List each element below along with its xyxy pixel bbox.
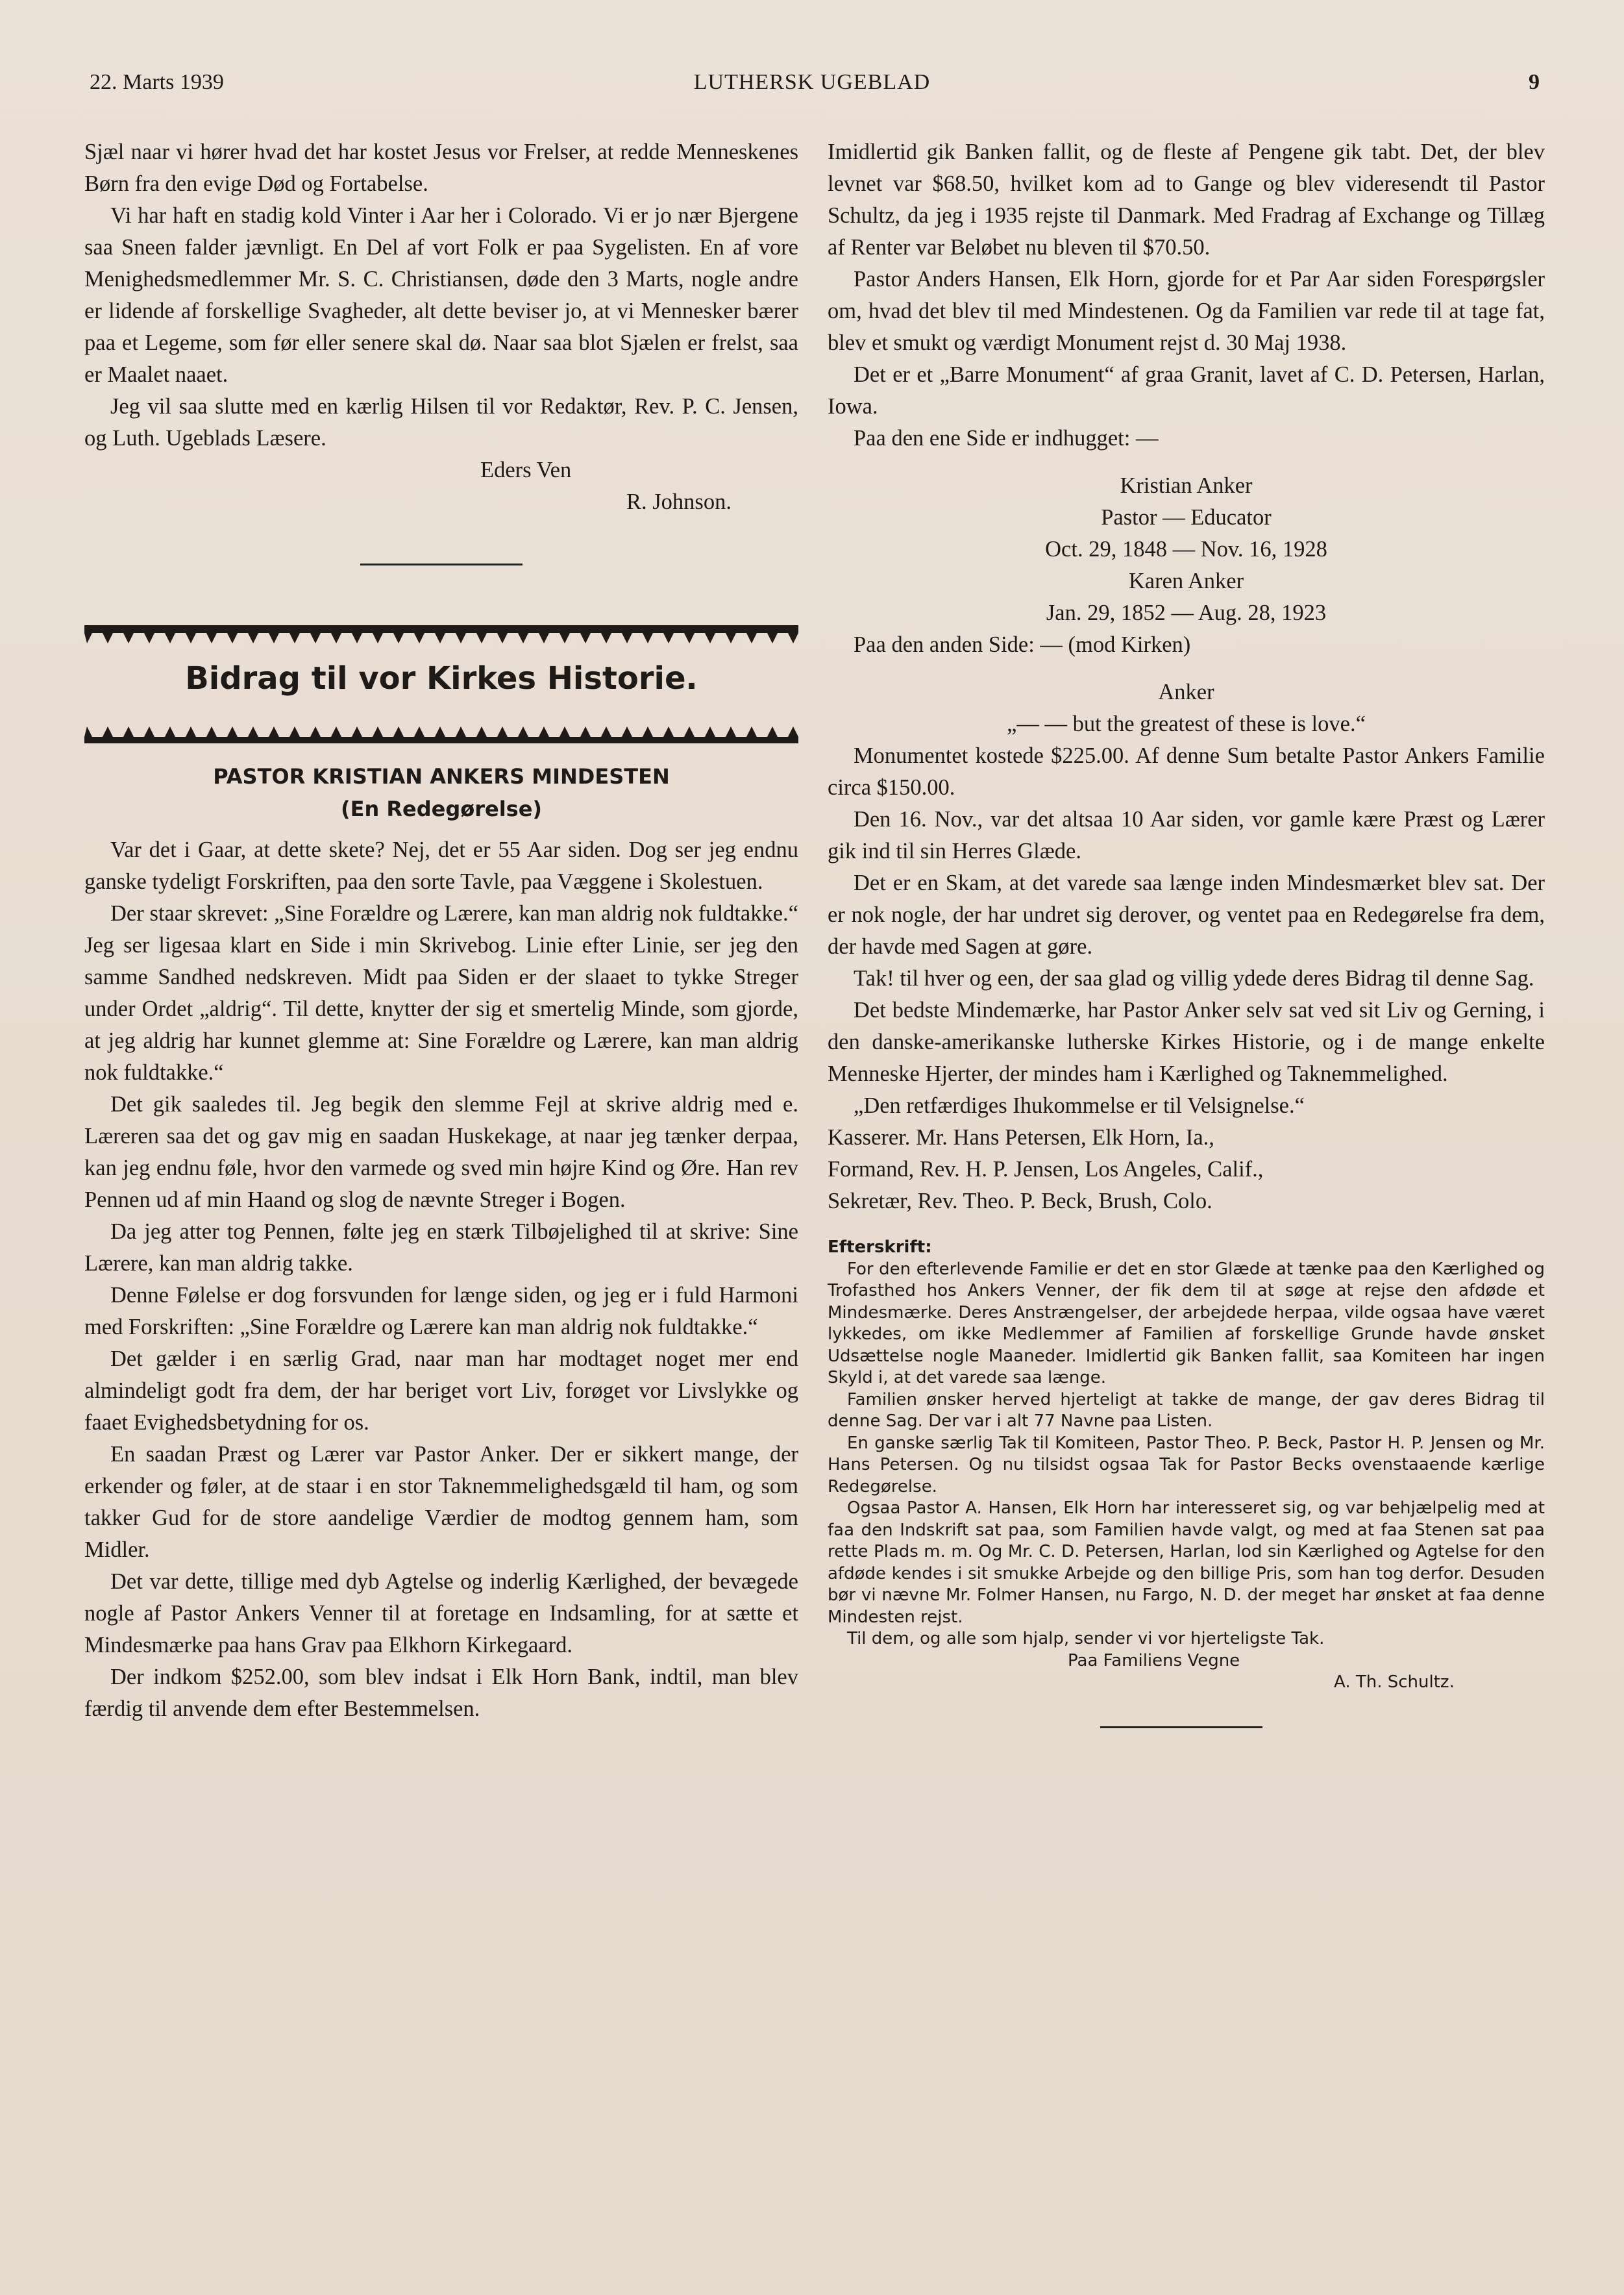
article-paragraph: Det er en Skam, at det varede saa længe inden Mindesmærket blev sat. Der er nok nogle, der har undret sig derover, og ventet paa en Redegørelse fra dem, der havde med Sagen at gøre. [828, 871, 1545, 959]
article-paragraph: Tak! til hver og een, der saa glad og villig ydede deres Bidrag til denne Sag. [854, 966, 1534, 991]
efterskrift-closing: Paa Familiens Vegne [1068, 1650, 1240, 1670]
article-paragraph: Det gælder i en særlig Grad, naar man har modtaget noget mer end almindeligt godt fra dem, der har beriget vort Liv, forøget vor Livslykke og faaet Evighedsbetydning for os. [84, 1346, 798, 1435]
letter-signature: R. Johnson. [626, 490, 732, 514]
committee-line: Kasserer. Mr. Hans Petersen, Elk Horn, Ia., [828, 1125, 1214, 1150]
committee-line: Sekretær, Rev. Theo. P. Beck, Brush, Colo. [828, 1189, 1212, 1213]
page-header [84, 70, 1540, 109]
article-paragraph: Denne Følelse er dog forsvunden for længe siden, og jeg er i fuld Harmoni med Forskriften: „Sine Forældre og Lærere kan man aldrig nok fuldtakke.“ [84, 1283, 798, 1339]
efterskrift-paragraph: For den efterlevende Familie er det en stor Glæde at tænke paa den Kærlighed og Trofasthed hos Ankers Venner, der fik dem til at søge at rejse den afdøde et Mindesmærke. Deres Anstrængelser, der arbejdede herpaa, vilde ogsaa have været lykkedes, om ikke Medlemmer af Familien af forskellige Grunde havde ønsket Udsættelse nogle Maaneder. Imidlertid gik Banken fallit, saa Komiteen har ingen Skyld i, at det varede saa længe. [828, 1259, 1545, 1387]
article-paragraph: Der indkom $252.00, som blev indsat i Elk Horn Bank, indtil, man blev færdig til anvende dem efter Bestemmelsen. [84, 1665, 798, 1721]
article-paragraph: Monumentet kostede $225.00. Af denne Sum betalte Pastor Ankers Familie circa $150.00. [828, 743, 1545, 800]
spacer [828, 661, 1545, 676]
article-paragraph: Pastor Anders Hansen, Elk Horn, gjorde for et Par Aar siden Forespørgsler om, hvad det blev til med Mindestenen. Og da Familien var rede til at tage fat, blev et smukt og værdigt Monument rejst d. 30 Maj 1938. [828, 267, 1545, 355]
inscription-role: Pastor — Educator [1101, 505, 1272, 530]
article-paragraph: Det er et „Barre Monument“ af graa Granit, lavet af C. D. Petersen, Harlan, Iowa. [828, 362, 1545, 419]
efterskrift-paragraph: En ganske særlig Tak til Komiteen, Pastor Theo. P. Beck, Pastor H. P. Jensen og Mr. Hans Petersen. Og nu tilsidst ogsaa Tak for Pastor Becks ovenstaaende kærlige Redegørelse. [828, 1433, 1545, 1496]
publication-title: LUTHERSK UGEBLAD [693, 70, 931, 94]
article-subtitle: (En Redegørelse) [340, 797, 543, 821]
section-banner-title: Bidrag til vor Kirkes Historie. [185, 660, 698, 697]
issue-date: 22. Marts 1939 [90, 70, 224, 94]
article-paragraph: Paa den ene Side er indhugget: — [854, 426, 1159, 451]
inscription-dates: Jan. 29, 1852 — Aug. 28, 1923 [1046, 601, 1327, 625]
inscription-quote: „— — but the greatest of these is love.“ [1007, 712, 1366, 736]
letter-closing: Eders Ven [480, 458, 572, 482]
article-paragraph: Det bedste Mindemærke, har Pastor Anker selv sat ved sit Liv og Gerning, i den danske-amerikanske lutherske Kirkes Historie, og i de mange enkelte Menneske Hjerter, der mindes ham i Kærlighed og Taknemmelighed. [828, 998, 1545, 1086]
article-paragraph: Der staar skrevet: „Sine Forældre og Lærere, kan man aldrig nok fuldtakke.“ Jeg ser ligesaa klart en Side i min Skrivebog. Linie efter Linie, ser jeg den samme Sandhed nedskreven. Midt paa Siden er der slaaet to tykke Streger under Ordet „aldrig“. Til dette, knytter der sig et smertelig Minde, som gjorde, at jeg aldrig har kunnet glemme at: Sine Forældre og Lærere, kan man aldrig nok fuldtakke.“ [84, 901, 798, 1085]
right-column [828, 136, 1545, 1728]
efterskrift-heading: Efterskrift: [828, 1237, 932, 1257]
efterskrift-paragraph: Ogsaa Pastor A. Hansen, Elk Horn har interesseret sig, og var behjælpelig med at faa den Indskrift sat paa, som Familien havde valgt, og med at faa Stenen sat paa rette Plads m. m. Og Mr. C. D. Petersen, Harlan, lod sin Kærlighed og Agtelse for den afdøde kendes i sit smukke Arbejde og den billige Pris, som han tog derfor. Desuden bør vi nævne Mr. Folmer Hansen, nu Fargo, N. D. der meget har ønsket at faa denne Mindesten rejst. [828, 1498, 1545, 1627]
page-number: 9 [1529, 70, 1540, 94]
efterskrift-signature: A. Th. Schultz. [1334, 1672, 1455, 1692]
letter-paragraph: Vi har haft en stadig kold Vinter i Aar her i Colorado. Vi er jo nær Bjergene saa Sneen falder jævnligt. En Del af vort Folk er paa Sygelisten. En af vore Menighedsmedlemmer Mr. S. C. Christiansen, døde den 3 Marts, nogle andre er lidende af forskellige Svagheder, alt dette beviser jo, at vi Mennesker bærer paa et Legeme, som før eller senere skal dø. Naar saa blot Sjælen er frelst, saa er Maalet naaet. [84, 203, 798, 387]
inscription-dates: Oct. 29, 1848 — Nov. 16, 1928 [1045, 537, 1327, 562]
article-paragraph: Da jeg atter tog Pennen, følte jeg en stærk Tilbøjelighed til at skrive: Sine Lærere, kan man aldrig takke. [84, 1219, 798, 1276]
divider-rule [1100, 1726, 1262, 1728]
article-paragraph: Den 16. Nov., var det altsaa 10 Aar siden, vor gamle kære Præst og Lærer gik ind til sin Herres Glæde. [828, 807, 1545, 863]
divider-rule [360, 564, 523, 565]
article-paragraph: En saadan Præst og Lærer var Pastor Anker. Der er sikkert mange, der erkender og føler, at de staar i en stor Taknemmelighedsgæld til ham, og som takker Gud for de store aandelige Værdier de modtog gennem ham, som Midler. [84, 1442, 798, 1562]
article-title: PASTOR KRISTIAN ANKERS MINDESTEN [213, 764, 670, 789]
banner-border-top [84, 624, 798, 650]
banner-border-bottom [84, 720, 798, 746]
committee-line: Formand, Rev. H. P. Jensen, Los Angeles, Calif., [828, 1157, 1264, 1182]
article-paragraph: Det gik saaledes til. Jeg begik den slemme Fejl at skrive aldrig med e. Læreren saa det og gav mig en saadan Huskekage, at naar jeg tænker derpaa, kan jeg endnu føle, hvor den varmede og sved min højre Kind og Øre. Han rev Pennen ud af min Haand og slog de nævnte Streger i Bogen. [84, 1092, 798, 1212]
efterskrift-paragraph: Til dem, og alle som hjalp, sender vi vor hjerteligste Tak. [847, 1629, 1325, 1648]
letter-paragraph: Jeg vil saa slutte med en kærlig Hilsen til vor Redaktør, Rev. P. C. Jensen, og Luth. Ugeblads Læsere. [84, 394, 798, 451]
letter-paragraph: Sjæl naar vi hører hvad det har kostet Jesus vor Frelser, at redde Menneskenes Børn fra den evige Død og Fortabelse. [84, 140, 798, 196]
inscription-name: Anker [1158, 680, 1214, 704]
article-paragraph: „Den retfærdiges Ihukommelse er til Velsignelse.“ [854, 1093, 1305, 1118]
inscription-name: Kristian Anker [1120, 473, 1253, 498]
article-paragraph: Imidlertid gik Banken fallit, og de fleste af Pengene gik tabt. Det, der blev levnet var $68.50, hvilket kom ad to Gange og blev videresendt til Pastor Schultz, da jeg i 1935 rejste til Danmark. Med Fradrag af Exchange og Tillæg af Renter var Beløbet nu bleven til $70.50. [828, 140, 1545, 260]
spacer [828, 454, 1545, 470]
inscription-name: Karen Anker [1128, 569, 1244, 593]
article-paragraph: Det var dette, tillige med dyb Agtelse og inderlig Kærlighed, der bevægede nogle af Pastor Ankers Venner til at foretage en Indsamling, for at sætte et Mindesmærke paa hans Grav paa Elkhorn Kirkegaard. [84, 1569, 798, 1657]
inscription-other-side: Paa den anden Side: — (mod Kirken) [854, 632, 1191, 657]
article-paragraph: Var det i Gaar, at dette skete? Nej, det er 55 Aar siden. Dog ser jeg endnu ganske tydeligt Forskriften, paa den sorte Tavle, paa Væggene i Skolestuen. [84, 837, 798, 894]
section-banner [84, 624, 798, 747]
efterskrift-paragraph: Familien ønsker herved hjerteligt at takke de mange, der gav deres Bidrag til denne Sag. Der var i alt 77 Navne paa Listen. [828, 1389, 1545, 1431]
left-column [84, 136, 798, 1725]
efterskrift [828, 1237, 1545, 1694]
